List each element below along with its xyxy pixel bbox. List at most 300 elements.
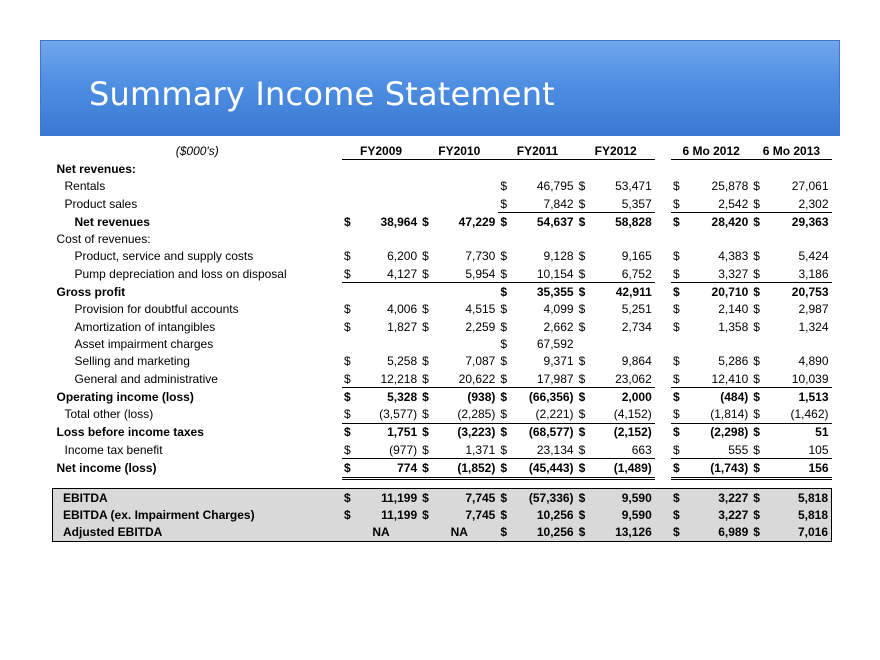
currency-symbol: $ xyxy=(342,506,356,523)
value-cell: (3,223) xyxy=(457,425,496,440)
value-cell: 9,165 xyxy=(621,249,652,264)
statement-row xyxy=(53,335,832,352)
currency-symbol: $ xyxy=(420,441,434,459)
column-gap xyxy=(655,353,671,370)
currency-symbol: $ xyxy=(577,524,591,542)
currency-symbol xyxy=(751,230,765,247)
row-label: Net income (loss) xyxy=(56,461,157,476)
currency-symbol: $ xyxy=(500,302,508,317)
value-cell: 17,987 xyxy=(513,370,577,388)
column-header: 6 Mo 2013 xyxy=(751,142,831,160)
spacer-cell xyxy=(53,478,342,489)
value-cell xyxy=(434,178,498,195)
currency-symbol: $ xyxy=(420,265,434,283)
currency-symbol xyxy=(577,335,591,352)
currency-symbol: $ xyxy=(577,506,591,523)
currency-symbol: $ xyxy=(671,265,685,283)
row-label: Product sales xyxy=(64,196,138,211)
currency-symbol: $ xyxy=(673,214,680,229)
value-cell: 3,227 xyxy=(685,489,751,507)
currency-symbol: $ xyxy=(751,405,765,423)
value-cell xyxy=(434,195,498,213)
value-cell xyxy=(765,160,831,178)
value-cell: 47,229 xyxy=(458,214,496,229)
currency-symbol xyxy=(342,195,356,213)
value-cell xyxy=(356,178,420,195)
value-cell: 25,878 xyxy=(711,179,749,194)
currency-symbol xyxy=(671,160,685,178)
value-cell: 5,424 xyxy=(798,249,829,264)
currency-symbol: $ xyxy=(578,354,586,369)
value-cell: (484) xyxy=(720,389,749,404)
value-cell: 2,302 xyxy=(765,195,831,213)
currency-symbol: $ xyxy=(343,214,351,229)
value-cell: (2,298) xyxy=(710,425,749,440)
currency-symbol: $ xyxy=(673,389,680,404)
currency-symbol: $ xyxy=(500,285,508,300)
currency-symbol: $ xyxy=(498,506,512,523)
currency-symbol: $ xyxy=(500,389,508,404)
value-cell xyxy=(591,230,655,247)
column-header: 6 Mo 2012 xyxy=(671,142,751,160)
column-gap xyxy=(655,423,671,441)
value-cell: 6,989 xyxy=(685,524,751,542)
value-cell xyxy=(765,335,831,352)
currency-symbol: $ xyxy=(498,489,512,507)
currency-symbol: $ xyxy=(751,489,765,507)
value-cell: (4,152) xyxy=(591,405,655,423)
value-cell: (68,577) xyxy=(528,425,574,440)
ebitda-row xyxy=(53,524,832,542)
currency-symbol: $ xyxy=(343,425,351,440)
value-cell: 12,410 xyxy=(685,370,751,388)
currency-symbol: $ xyxy=(422,302,429,317)
currency-symbol: $ xyxy=(578,389,586,404)
column-gap xyxy=(655,524,671,542)
value-cell: 11,199 xyxy=(356,489,420,507)
currency-symbol: $ xyxy=(500,214,508,229)
statement-row xyxy=(53,353,832,370)
value-cell xyxy=(434,335,498,352)
currency-symbol: $ xyxy=(578,302,586,317)
statement-row xyxy=(53,213,832,231)
currency-symbol xyxy=(498,230,512,247)
column-gap xyxy=(655,160,671,178)
value-cell: (938) xyxy=(467,389,496,404)
row-label: EBITDA (ex. Impairment Charges) xyxy=(53,506,342,523)
value-cell: (57,336) xyxy=(513,489,577,507)
row-label: Net revenues xyxy=(74,214,150,229)
column-header: FY2011 xyxy=(498,142,576,160)
currency-symbol: $ xyxy=(751,506,765,523)
spacer-row xyxy=(53,478,832,489)
value-cell: 9,590 xyxy=(591,489,655,507)
currency-symbol: $ xyxy=(500,354,508,369)
column-gap xyxy=(655,213,671,231)
value-cell: (2,152) xyxy=(613,425,652,440)
value-cell: 105 xyxy=(765,441,831,459)
currency-symbol: $ xyxy=(578,319,586,334)
currency-symbol: $ xyxy=(420,459,434,478)
value-cell: 9,590 xyxy=(591,506,655,523)
currency-symbol: $ xyxy=(753,302,760,317)
value-cell: 1,358 xyxy=(718,319,749,334)
currency-symbol: $ xyxy=(342,459,356,478)
row-label: Adjusted EBITDA xyxy=(53,524,342,542)
value-cell: 38,964 xyxy=(380,214,418,229)
currency-symbol: $ xyxy=(498,459,512,478)
value-cell xyxy=(513,230,577,247)
currency-symbol: $ xyxy=(343,302,351,317)
row-label: Operating income (loss) xyxy=(56,389,194,404)
value-cell xyxy=(685,335,751,352)
value-cell xyxy=(765,230,831,247)
value-cell: 1,371 xyxy=(434,441,498,459)
value-cell: 156 xyxy=(765,459,831,478)
currency-symbol xyxy=(420,178,434,195)
column-gap xyxy=(655,142,671,160)
statement-row xyxy=(53,388,832,406)
value-cell xyxy=(591,160,655,178)
currency-symbol: $ xyxy=(673,179,680,194)
currency-symbol: $ xyxy=(753,354,760,369)
row-label: Gross profit xyxy=(56,284,126,299)
value-cell: 4,006 xyxy=(387,302,418,317)
currency-symbol xyxy=(342,160,356,178)
value-cell: 2,662 xyxy=(543,319,574,334)
currency-symbol xyxy=(420,195,434,213)
row-label: General and administrative xyxy=(74,371,218,386)
currency-symbol: $ xyxy=(577,489,591,507)
value-cell: 10,256 xyxy=(513,524,577,542)
value-cell: 58,828 xyxy=(615,214,652,229)
value-cell: 3,186 xyxy=(765,265,831,283)
header-row xyxy=(53,142,832,160)
currency-symbol: $ xyxy=(422,249,429,264)
currency-symbol: $ xyxy=(422,214,429,229)
column-header: FY2012 xyxy=(577,142,655,160)
value-cell: 35,355 xyxy=(536,285,574,300)
currency-symbol: $ xyxy=(420,506,434,523)
currency-symbol: $ xyxy=(753,319,760,334)
value-cell: (1,852) xyxy=(434,459,498,478)
currency-symbol: $ xyxy=(498,265,512,283)
currency-symbol: $ xyxy=(578,285,586,300)
column-gap xyxy=(655,265,671,283)
value-cell: 7,087 xyxy=(465,354,496,369)
value-cell xyxy=(685,160,751,178)
currency-symbol: $ xyxy=(577,405,591,423)
value-cell: 20,753 xyxy=(791,285,829,300)
currency-symbol: $ xyxy=(671,370,685,388)
column-gap xyxy=(655,459,671,478)
value-cell: 555 xyxy=(685,441,751,459)
value-cell: 4,890 xyxy=(798,354,829,369)
statement-row xyxy=(53,248,832,265)
row-label: Provision for doubtful accounts xyxy=(74,302,239,317)
currency-symbol: $ xyxy=(343,319,351,334)
statement-row xyxy=(53,318,832,335)
value-cell xyxy=(356,195,420,213)
row-label: Product, service and supply costs xyxy=(74,249,254,264)
ebitda-row xyxy=(53,506,832,523)
statement-row xyxy=(53,283,832,301)
currency-symbol: $ xyxy=(673,354,680,369)
currency-symbol: $ xyxy=(498,405,512,423)
value-cell xyxy=(591,335,655,352)
value-cell xyxy=(356,335,420,352)
row-label: Cost of revenues: xyxy=(56,232,151,247)
currency-symbol: $ xyxy=(673,425,680,440)
row-label: Asset impairment charges xyxy=(74,336,214,351)
currency-symbol: $ xyxy=(673,319,680,334)
currency-symbol: $ xyxy=(673,249,680,264)
column-gap xyxy=(655,178,671,195)
value-cell: 5,954 xyxy=(434,265,498,283)
column-gap xyxy=(655,489,671,507)
value-cell: 774 xyxy=(356,459,420,478)
currency-symbol xyxy=(577,160,591,178)
value-cell: 9,371 xyxy=(543,354,574,369)
currency-symbol: $ xyxy=(578,425,586,440)
value-cell xyxy=(434,230,498,247)
value-cell: 10,154 xyxy=(513,265,577,283)
currency-symbol xyxy=(671,335,685,352)
currency-symbol xyxy=(342,283,356,301)
value-cell: 9,864 xyxy=(621,354,652,369)
value-cell: 7,730 xyxy=(465,249,496,264)
value-cell: 9,128 xyxy=(543,249,574,264)
value-cell xyxy=(685,230,751,247)
currency-symbol: $ xyxy=(500,319,508,334)
currency-symbol: $ xyxy=(671,506,685,523)
currency-symbol xyxy=(498,160,512,178)
value-cell: 7,016 xyxy=(765,524,831,542)
value-cell: 4,383 xyxy=(718,249,749,264)
column-gap xyxy=(655,506,671,523)
currency-symbol: $ xyxy=(671,405,685,423)
row-label: EBITDA xyxy=(53,489,342,507)
column-gap xyxy=(655,441,671,459)
statement-row xyxy=(53,230,832,247)
column-gap xyxy=(655,230,671,247)
value-cell: (1,462) xyxy=(765,405,831,423)
statement-row xyxy=(53,423,832,441)
currency-symbol xyxy=(751,335,765,352)
value-cell: 23,062 xyxy=(591,370,655,388)
value-cell: 2,542 xyxy=(685,195,751,213)
row-label: Amortization of intangibles xyxy=(74,319,216,334)
currency-symbol: $ xyxy=(671,524,685,542)
currency-symbol: $ xyxy=(577,265,591,283)
value-cell: 4,127 xyxy=(356,265,420,283)
row-label: Loss before income taxes xyxy=(56,425,204,440)
value-cell: 10,039 xyxy=(765,370,831,388)
currency-symbol: $ xyxy=(422,319,429,334)
statement-row xyxy=(53,178,832,195)
value-cell: 20,710 xyxy=(711,285,749,300)
currency-symbol: $ xyxy=(751,195,765,213)
currency-symbol: $ xyxy=(751,370,765,388)
currency-symbol: $ xyxy=(342,405,356,423)
column-gap xyxy=(655,301,671,318)
value-cell: (2,285) xyxy=(434,405,498,423)
currency-symbol xyxy=(671,230,685,247)
value-cell: 54,637 xyxy=(536,214,574,229)
currency-symbol: $ xyxy=(753,249,760,264)
value-cell: 6,200 xyxy=(387,249,418,264)
column-gap xyxy=(655,370,671,388)
currency-symbol: $ xyxy=(751,459,765,478)
currency-symbol: $ xyxy=(671,489,685,507)
value-cell: 4,099 xyxy=(543,302,574,317)
currency-symbol: $ xyxy=(671,459,685,478)
column-gap xyxy=(655,248,671,265)
value-cell: 20,622 xyxy=(434,370,498,388)
currency-symbol: $ xyxy=(342,489,356,507)
value-cell: 1,751 xyxy=(387,425,418,440)
currency-symbol: $ xyxy=(673,302,680,317)
currency-symbol: $ xyxy=(498,441,512,459)
value-cell: 4,515 xyxy=(465,302,496,317)
value-cell: 11,199 xyxy=(356,506,420,523)
value-cell: 46,795 xyxy=(536,179,574,194)
currency-symbol: $ xyxy=(753,389,760,404)
value-cell: 6,752 xyxy=(591,265,655,283)
currency-symbol: $ xyxy=(577,195,591,213)
value-cell: NA xyxy=(420,524,498,542)
value-cell: 2,000 xyxy=(621,389,652,404)
statement-row xyxy=(53,441,832,459)
value-cell: 5,258 xyxy=(387,354,418,369)
currency-symbol: $ xyxy=(578,179,586,194)
value-cell: 23,134 xyxy=(513,441,577,459)
currency-symbol xyxy=(420,335,434,352)
currency-symbol: $ xyxy=(577,459,591,478)
currency-symbol: $ xyxy=(753,179,760,194)
statement-row xyxy=(53,160,832,178)
value-cell: 13,126 xyxy=(591,524,655,542)
value-cell: 27,061 xyxy=(791,179,829,194)
currency-symbol: $ xyxy=(343,249,351,264)
currency-symbol: $ xyxy=(753,425,760,440)
currency-symbol xyxy=(577,230,591,247)
row-label: Income tax benefit xyxy=(64,442,163,457)
currency-symbol: $ xyxy=(420,489,434,507)
value-cell xyxy=(356,230,420,247)
value-cell: 51 xyxy=(815,425,829,440)
currency-symbol: $ xyxy=(500,179,508,194)
currency-symbol: $ xyxy=(751,441,765,459)
ebitda-row xyxy=(53,489,832,507)
value-cell: 10,256 xyxy=(513,506,577,523)
row-label: Net revenues: xyxy=(56,161,136,176)
value-cell: (45,443) xyxy=(513,459,577,478)
title-banner xyxy=(40,40,840,136)
currency-symbol: $ xyxy=(422,425,429,440)
statement-row xyxy=(53,195,832,213)
value-cell: (1,489) xyxy=(591,459,655,478)
value-cell: 67,592 xyxy=(536,336,574,351)
value-cell: 2,734 xyxy=(621,319,652,334)
value-cell xyxy=(434,283,498,301)
currency-symbol: $ xyxy=(578,214,586,229)
value-cell: 29,363 xyxy=(791,214,829,229)
value-cell: 2,140 xyxy=(718,302,749,317)
currency-symbol: $ xyxy=(342,265,356,283)
statement-row xyxy=(53,405,832,423)
slide-title: Summary Income Statement xyxy=(89,75,555,113)
value-cell: 663 xyxy=(591,441,655,459)
value-cell xyxy=(356,283,420,301)
currency-symbol xyxy=(342,178,356,195)
statement-row xyxy=(53,301,832,318)
value-cell: NA xyxy=(342,524,420,542)
currency-symbol: $ xyxy=(500,249,508,264)
value-cell: 53,471 xyxy=(615,179,652,194)
currency-symbol: $ xyxy=(420,405,434,423)
value-cell: 3,327 xyxy=(685,265,751,283)
column-gap xyxy=(655,195,671,213)
currency-symbol xyxy=(420,283,434,301)
currency-symbol: $ xyxy=(671,441,685,459)
value-cell: 5,818 xyxy=(765,489,831,507)
currency-symbol: $ xyxy=(420,370,434,388)
value-cell: 7,745 xyxy=(434,506,498,523)
column-gap xyxy=(655,283,671,301)
currency-symbol: $ xyxy=(500,425,508,440)
column-gap xyxy=(655,318,671,335)
value-cell: 5,357 xyxy=(591,195,655,213)
currency-symbol xyxy=(342,230,356,247)
currency-symbol: $ xyxy=(498,524,512,542)
value-cell: (977) xyxy=(356,441,420,459)
row-label: Pump depreciation and loss on disposal xyxy=(74,266,287,281)
column-header: FY2009 xyxy=(342,142,420,160)
statement-row xyxy=(53,370,832,388)
value-cell: (66,356) xyxy=(528,389,574,404)
currency-symbol xyxy=(420,230,434,247)
currency-symbol: $ xyxy=(753,214,760,229)
currency-symbol: $ xyxy=(751,265,765,283)
value-cell: 7,842 xyxy=(513,195,577,213)
value-cell: (3,577) xyxy=(356,405,420,423)
currency-symbol: $ xyxy=(498,370,512,388)
currency-symbol: $ xyxy=(673,285,680,300)
value-cell: 5,251 xyxy=(621,302,652,317)
currency-symbol: $ xyxy=(751,524,765,542)
row-label: Rentals xyxy=(64,179,106,194)
currency-symbol: $ xyxy=(578,249,586,264)
currency-symbol: $ xyxy=(422,354,429,369)
value-cell: 1,513 xyxy=(798,389,829,404)
currency-symbol: $ xyxy=(342,441,356,459)
currency-symbol: $ xyxy=(577,370,591,388)
currency-symbol: $ xyxy=(498,195,512,213)
value-cell xyxy=(513,160,577,178)
statement-body xyxy=(53,160,832,542)
value-cell: (1,814) xyxy=(685,405,751,423)
value-cell: 5,818 xyxy=(765,506,831,523)
value-cell: 28,420 xyxy=(711,214,749,229)
row-label: Selling and marketing xyxy=(74,354,190,369)
value-cell xyxy=(434,160,498,178)
column-gap xyxy=(655,388,671,406)
value-cell: 1,827 xyxy=(387,319,418,334)
value-cell: 5,328 xyxy=(387,389,418,404)
value-cell: 5,286 xyxy=(718,354,749,369)
currency-symbol: $ xyxy=(343,389,351,404)
